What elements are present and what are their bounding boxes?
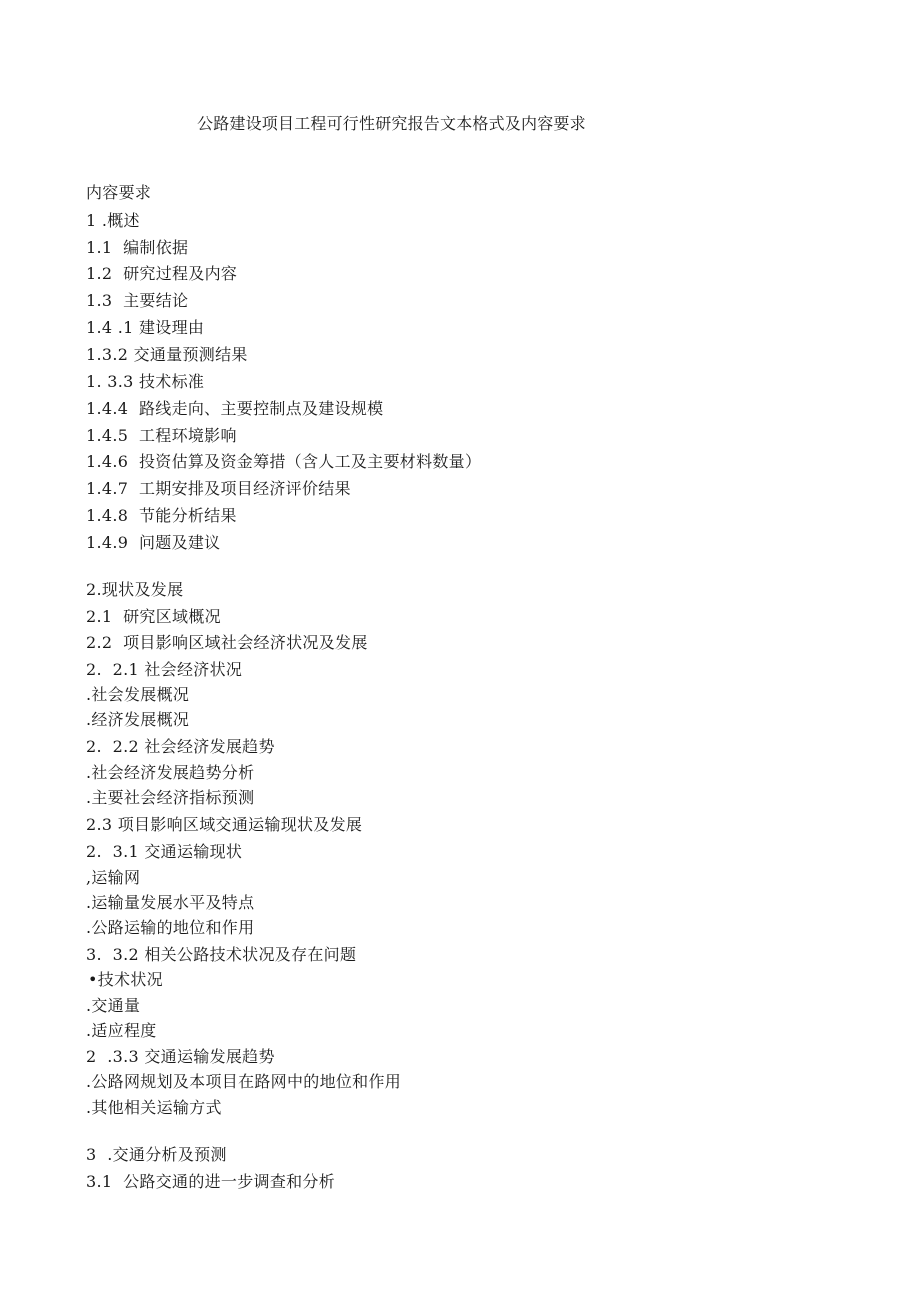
document-line: 2 .3.3 交通运输发展趋势 [86,1047,275,1066]
document-line: 2. 2.1 社会经济状况 [86,660,243,679]
document-line: 1.4.6 投资估算及资金筹措（含人工及主要材料数量） [86,452,482,471]
document-line: 2.现状及发展 [86,580,184,599]
document-line: .运输量发展水平及特点 [86,893,255,912]
document-line: 2.2 项目影响区域社会经济状况及发展 [86,633,368,652]
section-heading: 内容要求 [86,183,152,202]
document-line: 3.1 公路交通的进一步调查和分析 [86,1172,336,1191]
document-line: 1.4.9 问题及建议 [86,533,221,552]
document-line: 3. 3.2 相关公路技术状况及存在问题 [86,945,357,964]
document-line: 2.3 项目影响区域交通运输现状及发展 [86,815,363,834]
document-line: 1.4.8 节能分析结果 [86,506,237,525]
document-line: .经济发展概况 [86,710,190,729]
document-line: ,运输网 [86,868,141,887]
document-line: .社会发展概况 [86,685,190,704]
document-line: 1.1 编制依据 [86,238,189,257]
document-line: 2.1 研究区域概况 [86,607,221,626]
document-line: 1.3.2 交通量预测结果 [86,345,248,364]
document-line: 1 .概述 [86,211,140,230]
document-line: 1.4.7 工期安排及项目经济评价结果 [86,479,351,498]
document-line: 1.4.5 工程环境影响 [86,426,237,445]
document-line: .适应程度 [86,1021,157,1040]
document-line: .公路运输的地位和作用 [86,918,255,937]
document-line: 1.4.4 路线走向、主要控制点及建设规模 [86,399,384,418]
document-line: .社会经济发展趋势分析 [86,763,255,782]
document-line: .主要社会经济指标预测 [86,788,255,807]
document-line: 2. 3.1 交通运输现状 [86,842,243,861]
document-line: 3 .交通分析及预测 [86,1145,227,1164]
document-line: .交通量 [86,996,141,1015]
document-line: .其他相关运输方式 [86,1098,222,1117]
document-line: 1.2 研究过程及内容 [86,264,238,283]
document-line: 2. 2.2 社会经济发展趋势 [86,737,275,756]
document-line: .公路网规划及本项目在路网中的地位和作用 [86,1072,402,1091]
document-line: •技术状况 [88,970,163,989]
document-line: 1. 3.3 技术标准 [86,372,205,391]
document-line: 1.4 .1 建设理由 [86,318,205,337]
document-line: 1.3 主要结论 [86,291,189,310]
document-title: 公路建设项目工程可行性研究报告文本格式及内容要求 [197,114,586,133]
